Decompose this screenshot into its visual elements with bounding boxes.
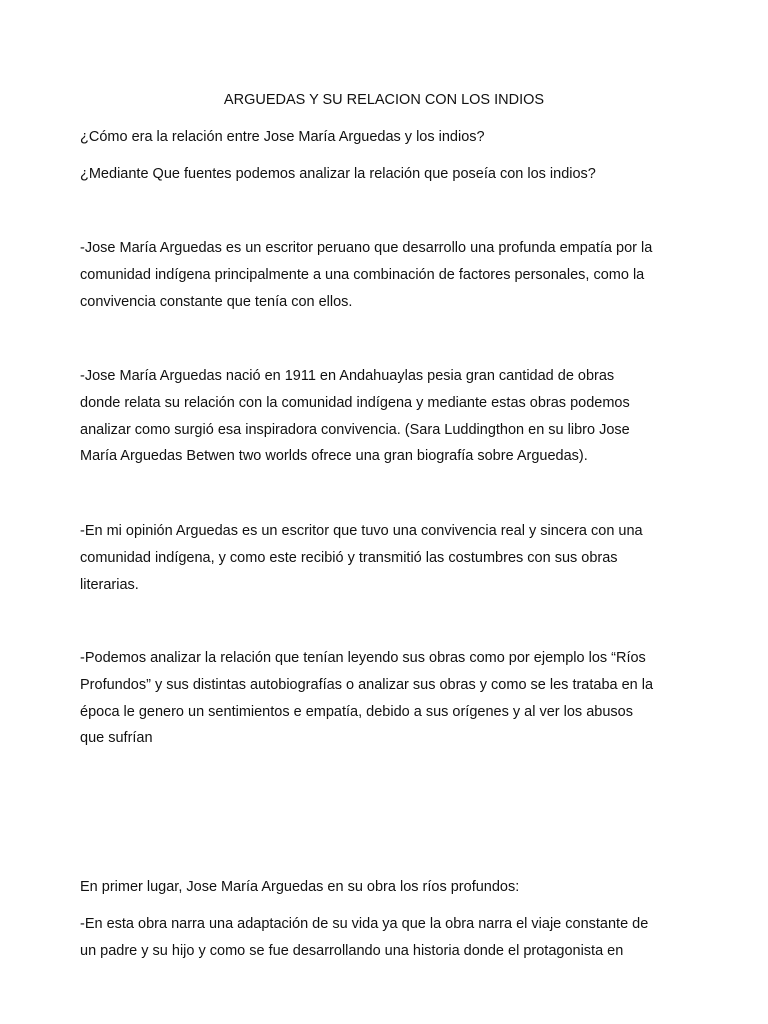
paragraph-line: época le genero un sentimientos e empatía, debido a sus orígenes y al ver los abusos [80,703,633,720]
paragraph-line: -Jose María Arguedas es un escritor peruano que desarrollo una profunda empatía por la [80,240,653,256]
paragraph-3 [80,518,688,598]
paragraph-line: -Podemos analizar la relación que tenían leyendo sus obras como por ejemplo los “Ríos [80,650,646,666]
paragraph-line: María Arguedas Betwen two worlds ofrece una gran biografía sobre Arguedas). [80,448,588,465]
paragraph-line: un padre y su hijo y como se fue desarrollando una historia donde el protagonista en [80,942,624,959]
paragraph-line: analizar como surgió esa inspiradora convivencia. (Sara Luddingthon en su libro Jose [80,421,630,438]
paragraph-line: -En esta obra narra una adaptación de su vida ya que la obra narra el viaje constante de [80,916,649,932]
document-title: ARGUEDAS Y SU RELACION CON LOS INDIOS [223,92,545,108]
paragraph-line: comunidad indígena principalmente a una combinación de factores personales, como la [80,266,645,283]
paragraph-line: donde relata su relación con la comunidad indígena y mediante estas obras podemos [80,394,630,411]
paragraph-line: que sufrían [80,730,153,747]
paragraph-line: -En mi opinión Arguedas es un escritor que tuvo una convivencia real y sincera con una [80,523,643,539]
question-1: ¿Cómo era la relación entre Jose María Arguedas y los indios? [80,129,485,145]
paragraph-2 [80,363,688,470]
paragraph-1 [80,235,688,315]
paragraph-line: -Jose María Arguedas nació en 1911 en Andahuaylas pesia gran cantidad de obras [80,368,615,384]
paragraph-line: comunidad indígena, y como este recibió y transmitió las costumbres con sus obras [80,549,618,566]
question-2: ¿Mediante Que fuentes podemos analizar la relación que poseía con los indios? [80,166,596,182]
section-intro: En primer lugar, Jose María Arguedas en su obra los ríos profundos: [80,879,520,895]
paragraph-line: literarias. [80,576,139,593]
paragraph-line: convivencia constante que tenía con ellos. [80,293,353,310]
paragraph-5 [80,911,688,965]
paragraph-4 [80,645,688,752]
paragraph-line: Profundos” y sus distintas autobiografías o analizar sus obras y como se les trataba en la [80,676,654,693]
